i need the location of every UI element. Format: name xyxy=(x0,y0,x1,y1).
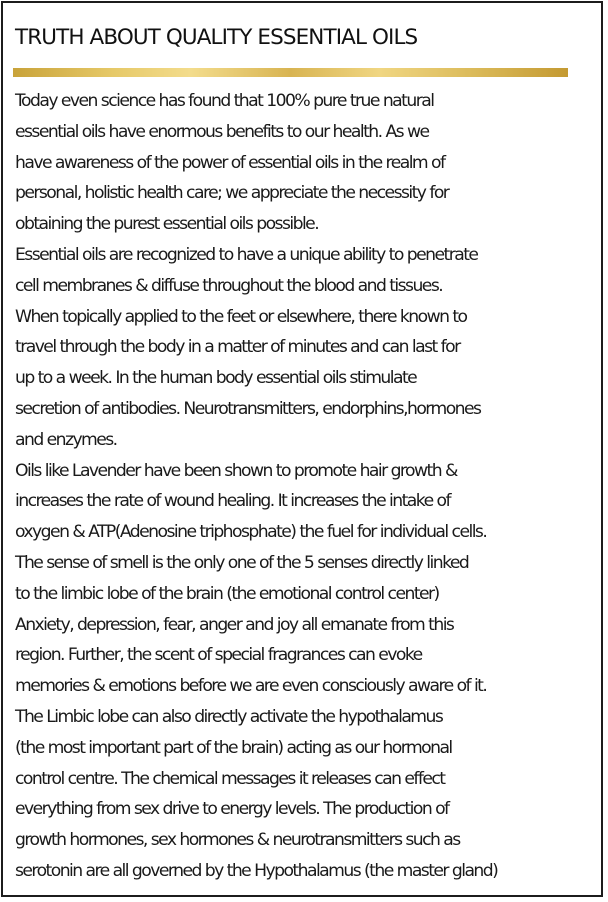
body-line: and enzymes. xyxy=(15,429,117,450)
article-body xyxy=(15,86,605,887)
body-line: Anxiety, depression, fear, anger and joy all emanate from this xyxy=(15,614,454,635)
body-line: essential oils have enormous benefits to our health. As we xyxy=(15,121,429,142)
article-panel xyxy=(1,1,603,897)
body-line: (the most important part of the brain) acting as our hormonal xyxy=(15,737,452,758)
body-line: oxygen & ATP(Adenosine triphosphate) the fuel for individual cells. xyxy=(15,522,487,543)
body-line: to the limbic lobe of the brain (the emotional control center) xyxy=(15,583,439,604)
body-line: cell membranes & diffuse throughout the blood and tissues. xyxy=(15,275,443,296)
body-line: growth hormones, sex hormones & neurotransmitters such as xyxy=(15,830,460,851)
body-line: travel through the body in a matter of minutes and can last for xyxy=(15,337,460,358)
body-line: serotonin are all governed by the Hypothalamus (the master gland) xyxy=(15,860,498,881)
body-line: The Limbic lobe can also directly activate the hypothalamus xyxy=(15,706,443,727)
article-title: TRUTH ABOUT QUALITY ESSENTIAL OILS xyxy=(15,25,418,50)
body-line: memories & emotions before we are even consciously aware of it. xyxy=(15,676,487,697)
body-line: Today even science has found that 100% pure true natural xyxy=(15,91,434,111)
body-line: personal, holistic health care; we appreciate the necessity for xyxy=(15,183,449,204)
body-line: have awareness of the power of essential oils in the realm of xyxy=(15,152,445,173)
body-line: up to a week. In the human body essential oils stimulate xyxy=(15,368,417,389)
body-line: The sense of smell is the only one of the 5 senses directly linked xyxy=(15,552,469,573)
body-line: increases the rate of wound healing. It increases the intake of xyxy=(15,491,450,512)
body-line: Oils like Lavender have been shown to promote hair growth & xyxy=(15,460,457,481)
body-line: obtaining the purest essential oils possible. xyxy=(15,214,319,235)
body-line: everything from sex drive to energy levels. The production of xyxy=(15,799,449,820)
body-line: Essential oils are recognized to have a unique ability to penetrate xyxy=(15,244,478,265)
body-line: When topically applied to the feet or elsewhere, there known to xyxy=(15,306,467,327)
body-line: control centre. The chemical messages it releases can effect xyxy=(15,768,445,789)
body-line: region. Further, the scent of special fragrances can evoke xyxy=(15,645,422,666)
body-line: secretion of antibodies. Neurotransmitters, endorphins,hormones xyxy=(15,398,481,419)
gold-divider xyxy=(13,68,568,77)
